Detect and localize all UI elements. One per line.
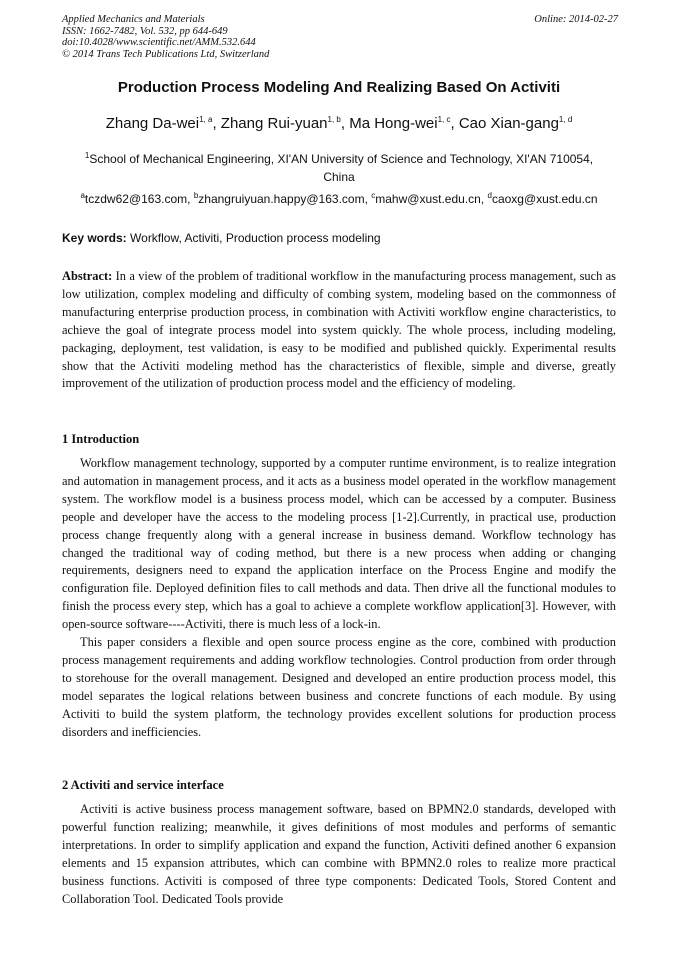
abstract (62, 268, 616, 393)
email-address[interactable]: tczdw62@163.com (84, 192, 188, 206)
section-heading-activiti: 2 Activiti and service interface (62, 778, 224, 792)
paragraph: Activiti is active business process management software, based on BPMN2.0 standards, developed with powerful function realizing; meanwhile, it gives definitions of most modules and performs of semantic interpretations. In order to simplify application and expand the function, Activiti defined another 6 expansion elements and 15 expansion attributes, which can combine with BPMN2.0 roles to realize more practical business functions. Activiti is composed of three type components: Dedicated Tools, Stored Content and Collaboration Tool. Dedicated Tools provide (62, 802, 616, 906)
email-address[interactable]: mahw@xust.edu.cn (375, 192, 481, 206)
email-address[interactable]: caoxg@xust.edu.cn (491, 192, 598, 206)
author-list: Zhang Da-wei$^{1, a}$, Zhang Rui-yuan$^{1, b}$, Ma Hong-wei$^{1, c}$, Cao Xian-gang$^{1, d}$ (105, 115, 573, 132)
author-affiliation-mark: 1, c (437, 115, 451, 124)
journal-name: Applied Mechanics and Materials (62, 14, 205, 25)
section-activiti-body (62, 801, 616, 908)
journal-metadata (62, 14, 618, 60)
email-list: $^a$tczdw62@163.com, $^b$zhangruiyuan.happy@163.com, $^c$mahw@xust.edu.cn, $^d$caoxg@xust.edu.cn (80, 191, 598, 206)
author-affiliation-mark: 1, a (199, 115, 213, 124)
keywords-text: Workflow, Activiti, Production process modeling (130, 231, 381, 245)
journal-doi: doi:10.4028/www.scientific.net/AMM.532.644 (62, 37, 256, 48)
email-mark: a (80, 191, 85, 200)
author-affiliation-mark: 1, d (558, 115, 573, 124)
keywords (62, 231, 616, 245)
author-affiliation-mark: 1, b (327, 115, 341, 124)
journal-copyright: © 2014 Trans Tech Publications Ltd, Switzerland (62, 48, 270, 60)
section-introduction-body (62, 455, 616, 742)
email-address[interactable]: zhangruiyuan.happy@163.com (198, 192, 365, 206)
author-name: Zhang Da-wei (105, 115, 200, 132)
affiliation (62, 150, 616, 186)
affiliation-country: China (323, 170, 355, 184)
paragraph: Workflow management technology, supported by a computer runtime environment, is to realize integration and automation in management process, and it acts as a business model operated in the workflow management system. The workflow model is a business process model, which can be accessed by a computer. Business people and developer have the access to the modeling process [1-2].Currently, in practical use, production process change frequently along with a general increase in business demand. Workflow technology has changed the traditional way of coding method, but there is a new process when adding or changing requirements, designers need to expand the application interface on the Process Engine and modify the configuration file. Deployed definition files to call methods and data. Then drive all the functional modules to finish the process every step, which has a goal to achieve a complete workflow application[3]. However, with open-source software----Activiti, there is much less of a lock-in. (62, 456, 616, 632)
section-heading-introduction: 1 Introduction (62, 432, 140, 446)
email-mark: b (193, 191, 199, 200)
author-name: Ma Hong-wei (349, 115, 438, 132)
email-mark: d (487, 191, 492, 200)
author-name: Cao Xian-gang (458, 115, 559, 132)
abstract-label: Abstract: (62, 269, 113, 283)
paragraph: This paper considers a flexible and open source process engine as the core, combined with production process management requirements and adding workflow technologies. Control production from order through to storehouse for the overall management. Designed and developed an entire production process model, this model separates the logical relations between business and concrete functions of each module. By using Activiti to build the system platform, the technology provides excellent solutions for production process disorders and inefficiencies. (62, 635, 616, 739)
paper-title: Production Process Modeling And Realizing Based On Activiti (117, 79, 561, 96)
online-date: Online: 2014-02-27 (534, 14, 618, 25)
affiliation-line: School of Mechanical Engineering, XI'AN University of Science and Technology, XI'AN 710054, (89, 152, 594, 166)
journal-issn: ISSN: 1662-7482, Vol. 532, pp 644-649 (62, 25, 228, 37)
abstract-text: In a view of the problem of traditional workflow in the manufacturing process management, such as low utilization, complex modeling and difficulty of combing system, modeling based on the commonness of manufacturing enterprise production process, in combination with Activiti workflow engine characteristics, to achieve the goal of integrate process model into system quickly. The whole process, including modeling, packaging, deployment, test validation, is easy to be modified and published quickly. Experimental results show that the Activiti modeling method has the characteristics of flexible, simple and diverse, greatly improvement of the utilization of production process model and the efficiency of modeling. (62, 269, 616, 391)
author-name: Zhang Rui-yuan (220, 115, 328, 132)
affiliation-mark: 1 (84, 151, 90, 160)
keywords-label: Key words: (62, 231, 127, 245)
email-mark: c (371, 191, 376, 200)
